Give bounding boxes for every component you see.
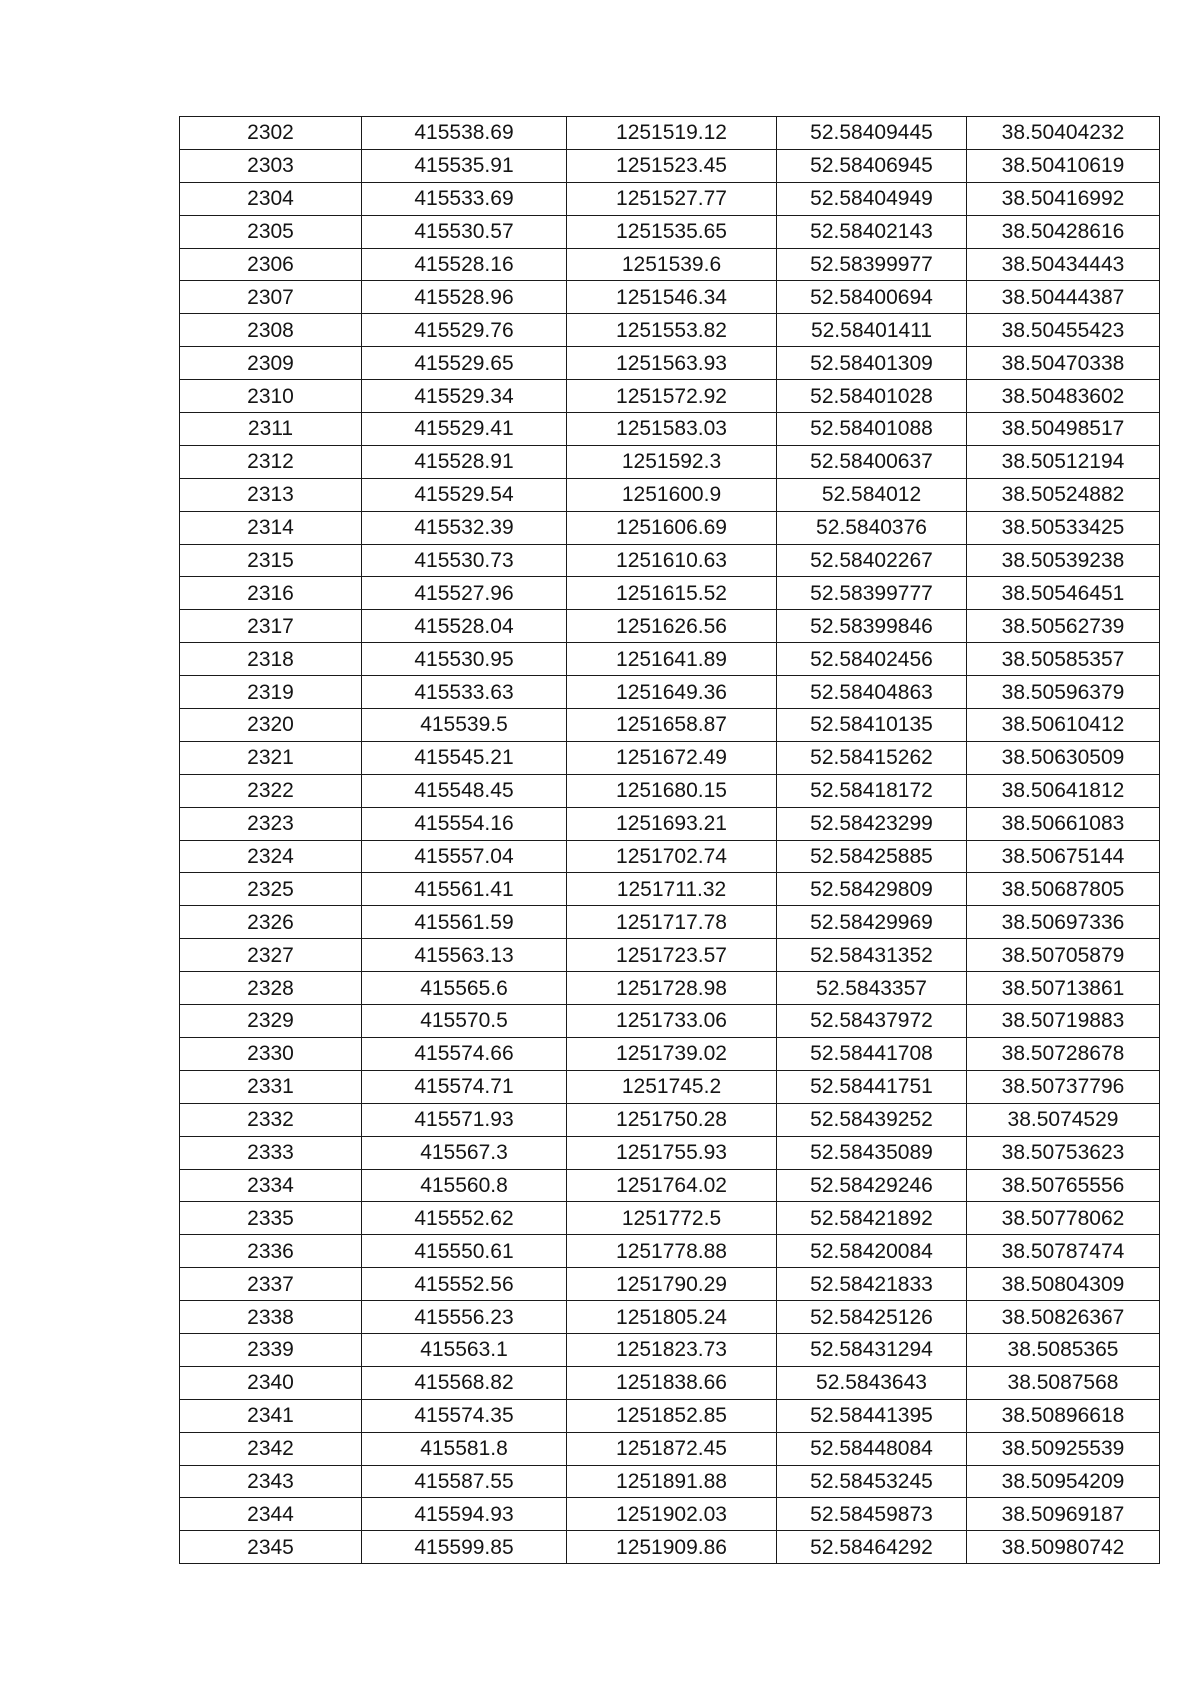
point-number-cell: 2327 — [180, 939, 362, 972]
longitude-cell: 38.50641812 — [967, 774, 1160, 807]
longitude-cell: 38.50455423 — [967, 314, 1160, 347]
point-number-cell: 2318 — [180, 643, 362, 676]
latitude-cell: 52.58399977 — [777, 248, 967, 281]
table-row — [180, 709, 1160, 742]
longitude-cell: 38.50434443 — [967, 248, 1160, 281]
latitude-cell: 52.584012 — [777, 478, 967, 511]
latitude-cell: 52.58423299 — [777, 807, 967, 840]
latitude-cell: 52.5843357 — [777, 972, 967, 1005]
y-coordinate-cell: 1251563.93 — [567, 347, 777, 380]
x-coordinate-cell: 415561.59 — [362, 906, 567, 939]
y-coordinate-cell: 1251553.82 — [567, 314, 777, 347]
longitude-cell: 38.50896618 — [967, 1399, 1160, 1432]
point-number-cell: 2302 — [180, 117, 362, 150]
y-coordinate-cell: 1251805.24 — [567, 1301, 777, 1334]
latitude-cell: 52.58401088 — [777, 413, 967, 446]
table-row — [180, 281, 1160, 314]
latitude-cell: 52.58420084 — [777, 1235, 967, 1268]
table-row — [180, 1103, 1160, 1136]
table-row — [180, 1037, 1160, 1070]
table-row — [180, 314, 1160, 347]
x-coordinate-cell: 415532.39 — [362, 511, 567, 544]
latitude-cell: 52.58459873 — [777, 1498, 967, 1531]
table-row — [180, 1301, 1160, 1334]
longitude-cell: 38.50954209 — [967, 1465, 1160, 1498]
latitude-cell: 52.58448084 — [777, 1432, 967, 1465]
coordinates-table-body — [180, 117, 1160, 1564]
point-number-cell: 2306 — [180, 248, 362, 281]
longitude-cell: 38.50428616 — [967, 215, 1160, 248]
point-number-cell: 2325 — [180, 873, 362, 906]
table-row — [180, 1235, 1160, 1268]
point-number-cell: 2328 — [180, 972, 362, 1005]
x-coordinate-cell: 415581.8 — [362, 1432, 567, 1465]
latitude-cell: 52.58399846 — [777, 610, 967, 643]
longitude-cell: 38.50826367 — [967, 1301, 1160, 1334]
latitude-cell: 52.58404863 — [777, 676, 967, 709]
latitude-cell: 52.58406945 — [777, 149, 967, 182]
x-coordinate-cell: 415599.85 — [362, 1531, 567, 1564]
longitude-cell: 38.50925539 — [967, 1432, 1160, 1465]
latitude-cell: 52.58431294 — [777, 1333, 967, 1366]
longitude-cell: 38.50524882 — [967, 478, 1160, 511]
point-number-cell: 2319 — [180, 676, 362, 709]
x-coordinate-cell: 415556.23 — [362, 1301, 567, 1334]
point-number-cell: 2310 — [180, 380, 362, 413]
y-coordinate-cell: 1251539.6 — [567, 248, 777, 281]
y-coordinate-cell: 1251852.85 — [567, 1399, 777, 1432]
table-row — [180, 511, 1160, 544]
x-coordinate-cell: 415529.41 — [362, 413, 567, 446]
table-row — [180, 380, 1160, 413]
x-coordinate-cell: 415554.16 — [362, 807, 567, 840]
y-coordinate-cell: 1251600.9 — [567, 478, 777, 511]
longitude-cell: 38.50778062 — [967, 1202, 1160, 1235]
point-number-cell: 2338 — [180, 1301, 362, 1334]
table-row — [180, 840, 1160, 873]
longitude-cell: 38.50705879 — [967, 939, 1160, 972]
y-coordinate-cell: 1251750.28 — [567, 1103, 777, 1136]
latitude-cell: 52.58402267 — [777, 544, 967, 577]
longitude-cell: 38.50737796 — [967, 1070, 1160, 1103]
latitude-cell: 52.58437972 — [777, 1005, 967, 1038]
latitude-cell: 52.58429969 — [777, 906, 967, 939]
longitude-cell: 38.50444387 — [967, 281, 1160, 314]
x-coordinate-cell: 415528.96 — [362, 281, 567, 314]
latitude-cell: 52.58402143 — [777, 215, 967, 248]
table-row — [180, 182, 1160, 215]
point-number-cell: 2344 — [180, 1498, 362, 1531]
point-number-cell: 2330 — [180, 1037, 362, 1070]
latitude-cell: 52.58439252 — [777, 1103, 967, 1136]
table-row — [180, 1005, 1160, 1038]
x-coordinate-cell: 415530.95 — [362, 643, 567, 676]
y-coordinate-cell: 1251702.74 — [567, 840, 777, 873]
longitude-cell: 38.50498517 — [967, 413, 1160, 446]
longitude-cell: 38.50539238 — [967, 544, 1160, 577]
longitude-cell: 38.50713861 — [967, 972, 1160, 1005]
x-coordinate-cell: 415560.8 — [362, 1169, 567, 1202]
longitude-cell: 38.50416992 — [967, 182, 1160, 215]
x-coordinate-cell: 415528.91 — [362, 445, 567, 478]
x-coordinate-cell: 415529.54 — [362, 478, 567, 511]
longitude-cell: 38.50787474 — [967, 1235, 1160, 1268]
table-row — [180, 1465, 1160, 1498]
x-coordinate-cell: 415527.96 — [362, 577, 567, 610]
longitude-cell: 38.50719883 — [967, 1005, 1160, 1038]
table-row — [180, 215, 1160, 248]
x-coordinate-cell: 415567.3 — [362, 1136, 567, 1169]
y-coordinate-cell: 1251519.12 — [567, 117, 777, 150]
y-coordinate-cell: 1251755.93 — [567, 1136, 777, 1169]
table-row — [180, 1399, 1160, 1432]
y-coordinate-cell: 1251658.87 — [567, 709, 777, 742]
point-number-cell: 2340 — [180, 1366, 362, 1399]
point-number-cell: 2313 — [180, 478, 362, 511]
x-coordinate-cell: 415533.63 — [362, 676, 567, 709]
point-number-cell: 2317 — [180, 610, 362, 643]
point-number-cell: 2303 — [180, 149, 362, 182]
table-row — [180, 807, 1160, 840]
x-coordinate-cell: 415574.66 — [362, 1037, 567, 1070]
latitude-cell: 52.58435089 — [777, 1136, 967, 1169]
latitude-cell: 52.58399777 — [777, 577, 967, 610]
x-coordinate-cell: 415587.55 — [362, 1465, 567, 1498]
table-row — [180, 643, 1160, 676]
point-number-cell: 2311 — [180, 413, 362, 446]
x-coordinate-cell: 415574.71 — [362, 1070, 567, 1103]
y-coordinate-cell: 1251772.5 — [567, 1202, 777, 1235]
x-coordinate-cell: 415552.62 — [362, 1202, 567, 1235]
y-coordinate-cell: 1251790.29 — [567, 1268, 777, 1301]
latitude-cell: 52.58464292 — [777, 1531, 967, 1564]
x-coordinate-cell: 415538.69 — [362, 117, 567, 150]
y-coordinate-cell: 1251583.03 — [567, 413, 777, 446]
latitude-cell: 52.58441751 — [777, 1070, 967, 1103]
point-number-cell: 2305 — [180, 215, 362, 248]
y-coordinate-cell: 1251902.03 — [567, 1498, 777, 1531]
latitude-cell: 52.58418172 — [777, 774, 967, 807]
longitude-cell: 38.50804309 — [967, 1268, 1160, 1301]
x-coordinate-cell: 415529.65 — [362, 347, 567, 380]
latitude-cell: 52.58429809 — [777, 873, 967, 906]
x-coordinate-cell: 415565.6 — [362, 972, 567, 1005]
x-coordinate-cell: 415528.04 — [362, 610, 567, 643]
x-coordinate-cell: 415568.82 — [362, 1366, 567, 1399]
y-coordinate-cell: 1251723.57 — [567, 939, 777, 972]
table-row — [180, 906, 1160, 939]
x-coordinate-cell: 415563.13 — [362, 939, 567, 972]
point-number-cell: 2315 — [180, 544, 362, 577]
table-row — [180, 1070, 1160, 1103]
y-coordinate-cell: 1251838.66 — [567, 1366, 777, 1399]
table-row — [180, 972, 1160, 1005]
table-row — [180, 1333, 1160, 1366]
longitude-cell: 38.50765556 — [967, 1169, 1160, 1202]
latitude-cell: 52.58421833 — [777, 1268, 967, 1301]
y-coordinate-cell: 1251891.88 — [567, 1465, 777, 1498]
point-number-cell: 2342 — [180, 1432, 362, 1465]
y-coordinate-cell: 1251641.89 — [567, 643, 777, 676]
longitude-cell: 38.50753623 — [967, 1136, 1160, 1169]
longitude-cell: 38.50661083 — [967, 807, 1160, 840]
longitude-cell: 38.5087568 — [967, 1366, 1160, 1399]
longitude-cell: 38.50410619 — [967, 149, 1160, 182]
longitude-cell: 38.5074529 — [967, 1103, 1160, 1136]
point-number-cell: 2308 — [180, 314, 362, 347]
table-row — [180, 413, 1160, 446]
x-coordinate-cell: 415571.93 — [362, 1103, 567, 1136]
y-coordinate-cell: 1251764.02 — [567, 1169, 777, 1202]
y-coordinate-cell: 1251733.06 — [567, 1005, 777, 1038]
longitude-cell: 38.50969187 — [967, 1498, 1160, 1531]
point-number-cell: 2329 — [180, 1005, 362, 1038]
longitude-cell: 38.50546451 — [967, 577, 1160, 610]
table-row — [180, 478, 1160, 511]
y-coordinate-cell: 1251717.78 — [567, 906, 777, 939]
x-coordinate-cell: 415530.73 — [362, 544, 567, 577]
table-row — [180, 544, 1160, 577]
coordinates-table — [179, 116, 1160, 1564]
x-coordinate-cell: 415557.04 — [362, 840, 567, 873]
y-coordinate-cell: 1251572.92 — [567, 380, 777, 413]
point-number-cell: 2326 — [180, 906, 362, 939]
y-coordinate-cell: 1251523.45 — [567, 149, 777, 182]
point-number-cell: 2339 — [180, 1333, 362, 1366]
latitude-cell: 52.58410135 — [777, 709, 967, 742]
longitude-cell: 38.50610412 — [967, 709, 1160, 742]
x-coordinate-cell: 415530.57 — [362, 215, 567, 248]
latitude-cell: 52.58400694 — [777, 281, 967, 314]
latitude-cell: 52.58401309 — [777, 347, 967, 380]
y-coordinate-cell: 1251592.3 — [567, 445, 777, 478]
latitude-cell: 52.58425885 — [777, 840, 967, 873]
y-coordinate-cell: 1251649.36 — [567, 676, 777, 709]
latitude-cell: 52.58421892 — [777, 1202, 967, 1235]
table-row — [180, 1136, 1160, 1169]
x-coordinate-cell: 415574.35 — [362, 1399, 567, 1432]
table-row — [180, 117, 1160, 150]
point-number-cell: 2309 — [180, 347, 362, 380]
y-coordinate-cell: 1251711.32 — [567, 873, 777, 906]
table-row — [180, 1268, 1160, 1301]
y-coordinate-cell: 1251680.15 — [567, 774, 777, 807]
table-row — [180, 939, 1160, 972]
point-number-cell: 2341 — [180, 1399, 362, 1432]
latitude-cell: 52.58453245 — [777, 1465, 967, 1498]
y-coordinate-cell: 1251693.21 — [567, 807, 777, 840]
y-coordinate-cell: 1251615.52 — [567, 577, 777, 610]
longitude-cell: 38.50470338 — [967, 347, 1160, 380]
table-row — [180, 676, 1160, 709]
point-number-cell: 2333 — [180, 1136, 362, 1169]
x-coordinate-cell: 415539.5 — [362, 709, 567, 742]
y-coordinate-cell: 1251778.88 — [567, 1235, 777, 1268]
longitude-cell: 38.50585357 — [967, 643, 1160, 676]
y-coordinate-cell: 1251872.45 — [567, 1432, 777, 1465]
latitude-cell: 52.58400637 — [777, 445, 967, 478]
point-number-cell: 2335 — [180, 1202, 362, 1235]
x-coordinate-cell: 415570.5 — [362, 1005, 567, 1038]
x-coordinate-cell: 415535.91 — [362, 149, 567, 182]
table-row — [180, 1432, 1160, 1465]
table-row — [180, 774, 1160, 807]
latitude-cell: 52.58401028 — [777, 380, 967, 413]
y-coordinate-cell: 1251606.69 — [567, 511, 777, 544]
table-row — [180, 1202, 1160, 1235]
longitude-cell: 38.50687805 — [967, 873, 1160, 906]
y-coordinate-cell: 1251546.34 — [567, 281, 777, 314]
y-coordinate-cell: 1251745.2 — [567, 1070, 777, 1103]
y-coordinate-cell: 1251626.56 — [567, 610, 777, 643]
table-row — [180, 577, 1160, 610]
longitude-cell: 38.50512194 — [967, 445, 1160, 478]
point-number-cell: 2320 — [180, 709, 362, 742]
point-number-cell: 2307 — [180, 281, 362, 314]
x-coordinate-cell: 415528.16 — [362, 248, 567, 281]
y-coordinate-cell: 1251535.65 — [567, 215, 777, 248]
longitude-cell: 38.50697336 — [967, 906, 1160, 939]
longitude-cell: 38.50483602 — [967, 380, 1160, 413]
latitude-cell: 52.58401411 — [777, 314, 967, 347]
x-coordinate-cell: 415529.76 — [362, 314, 567, 347]
table-row — [180, 149, 1160, 182]
latitude-cell: 52.58431352 — [777, 939, 967, 972]
longitude-cell: 38.50533425 — [967, 511, 1160, 544]
longitude-cell: 38.50596379 — [967, 676, 1160, 709]
x-coordinate-cell: 415561.41 — [362, 873, 567, 906]
table-row — [180, 1169, 1160, 1202]
point-number-cell: 2334 — [180, 1169, 362, 1202]
point-number-cell: 2332 — [180, 1103, 362, 1136]
longitude-cell: 38.50562739 — [967, 610, 1160, 643]
longitude-cell: 38.50728678 — [967, 1037, 1160, 1070]
x-coordinate-cell: 415552.56 — [362, 1268, 567, 1301]
longitude-cell: 38.5085365 — [967, 1333, 1160, 1366]
latitude-cell: 52.58425126 — [777, 1301, 967, 1334]
x-coordinate-cell: 415529.34 — [362, 380, 567, 413]
latitude-cell: 52.58402456 — [777, 643, 967, 676]
latitude-cell: 52.58404949 — [777, 182, 967, 215]
y-coordinate-cell: 1251527.77 — [567, 182, 777, 215]
point-number-cell: 2336 — [180, 1235, 362, 1268]
latitude-cell: 52.58441395 — [777, 1399, 967, 1432]
longitude-cell: 38.50980742 — [967, 1531, 1160, 1564]
table-row — [180, 741, 1160, 774]
table-row — [180, 1366, 1160, 1399]
latitude-cell: 52.58441708 — [777, 1037, 967, 1070]
table-row — [180, 873, 1160, 906]
latitude-cell: 52.5840376 — [777, 511, 967, 544]
y-coordinate-cell: 1251728.98 — [567, 972, 777, 1005]
y-coordinate-cell: 1251672.49 — [567, 741, 777, 774]
x-coordinate-cell: 415550.61 — [362, 1235, 567, 1268]
point-number-cell: 2316 — [180, 577, 362, 610]
point-number-cell: 2322 — [180, 774, 362, 807]
y-coordinate-cell: 1251739.02 — [567, 1037, 777, 1070]
table-row — [180, 1498, 1160, 1531]
latitude-cell: 52.5843643 — [777, 1366, 967, 1399]
x-coordinate-cell: 415533.69 — [362, 182, 567, 215]
table-row — [180, 1531, 1160, 1564]
point-number-cell: 2331 — [180, 1070, 362, 1103]
latitude-cell: 52.58409445 — [777, 117, 967, 150]
point-number-cell: 2321 — [180, 741, 362, 774]
x-coordinate-cell: 415545.21 — [362, 741, 567, 774]
table-row — [180, 610, 1160, 643]
table-row — [180, 347, 1160, 380]
y-coordinate-cell: 1251909.86 — [567, 1531, 777, 1564]
table-row — [180, 445, 1160, 478]
x-coordinate-cell: 415548.45 — [362, 774, 567, 807]
point-number-cell: 2323 — [180, 807, 362, 840]
y-coordinate-cell: 1251823.73 — [567, 1333, 777, 1366]
x-coordinate-cell: 415563.1 — [362, 1333, 567, 1366]
point-number-cell: 2324 — [180, 840, 362, 873]
longitude-cell: 38.50675144 — [967, 840, 1160, 873]
longitude-cell: 38.50404232 — [967, 117, 1160, 150]
point-number-cell: 2314 — [180, 511, 362, 544]
x-coordinate-cell: 415594.93 — [362, 1498, 567, 1531]
point-number-cell: 2345 — [180, 1531, 362, 1564]
point-number-cell: 2337 — [180, 1268, 362, 1301]
longitude-cell: 38.50630509 — [967, 741, 1160, 774]
point-number-cell: 2304 — [180, 182, 362, 215]
latitude-cell: 52.58429246 — [777, 1169, 967, 1202]
y-coordinate-cell: 1251610.63 — [567, 544, 777, 577]
table-row — [180, 248, 1160, 281]
point-number-cell: 2312 — [180, 445, 362, 478]
latitude-cell: 52.58415262 — [777, 741, 967, 774]
point-number-cell: 2343 — [180, 1465, 362, 1498]
